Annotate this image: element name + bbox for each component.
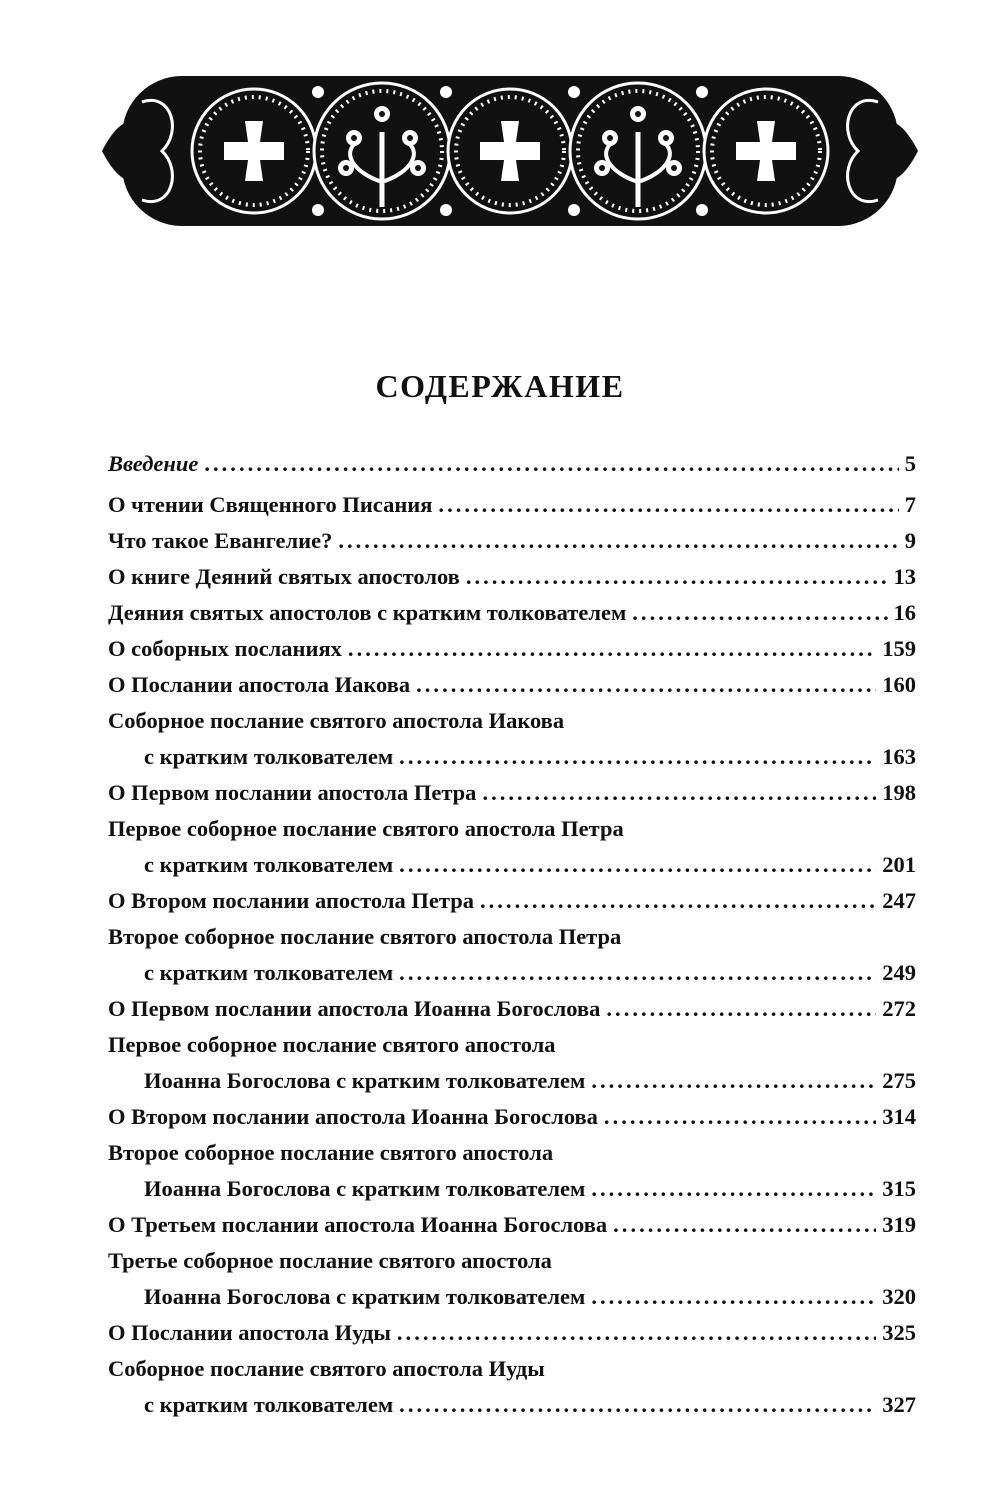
toc-entry-title: с кратким толкователем (144, 852, 394, 877)
toc-entry (108, 631, 916, 667)
toc-entry (108, 1027, 916, 1099)
toc-entry (108, 1135, 916, 1207)
toc-entry-title: О Втором послании апостола Иоанна Богослова (108, 1104, 598, 1129)
dot-leader (591, 1063, 876, 1099)
toc-entry (108, 487, 916, 523)
ornament-border-icon (102, 72, 918, 230)
toc-page-number: 9 (904, 528, 916, 553)
toc-entry-title-line: Третье соборное послание святого апостола (108, 1248, 552, 1273)
toc-page-number: 272 (882, 996, 916, 1021)
toc-entry (108, 595, 916, 631)
toc-entry-title: Что такое Евангелие? (108, 528, 333, 553)
toc-entry-title: с кратким толкователем (144, 1392, 394, 1417)
toc-page-number: 16 (893, 600, 916, 625)
toc-entry-title: О Третьем послании апостола Иоанна Богослова (108, 1212, 608, 1237)
toc-entry (108, 559, 916, 595)
toc-page-number: 160 (882, 672, 916, 697)
toc-page-number: 249 (882, 960, 916, 985)
toc-page-number: 201 (882, 852, 916, 877)
dot-leader (438, 487, 898, 523)
toc-entry-title: с кратким толкователем (144, 960, 394, 985)
toc-page-number: 319 (882, 1212, 916, 1237)
toc-entry (108, 523, 916, 559)
toc-entry-title-line: Второе соборное послание святого апостола Петра (108, 924, 622, 949)
dot-leader (591, 1171, 876, 1207)
toc-page-number: 247 (882, 888, 916, 913)
toc-entry-title: с кратким толкователем (144, 744, 394, 769)
toc-entry-title: Введение (108, 451, 199, 476)
toc-entry-title: О Послании апостола Иакова (108, 672, 411, 697)
toc-entry-title: Иоанна Богослова с кратким толкователем (144, 1176, 586, 1201)
toc-entry (108, 703, 916, 775)
table-of-contents (108, 446, 916, 1423)
toc-entry-title: Иоанна Богослова с кратким толкователем (144, 1284, 586, 1309)
toc-entry-title-line: Первое соборное послание святого апостола Петра (108, 816, 624, 841)
dot-leader (397, 1315, 876, 1351)
toc-entry-title-line: Второе соборное послание святого апостола (108, 1140, 554, 1165)
dot-leader (399, 1387, 876, 1423)
dot-leader (348, 631, 876, 667)
toc-page-number: 325 (882, 1320, 916, 1345)
dot-leader (466, 559, 888, 595)
dot-leader (591, 1279, 876, 1315)
toc-page-number: 13 (893, 564, 916, 589)
toc-entry (108, 1243, 916, 1315)
toc-page-number: 159 (882, 636, 916, 661)
toc-entry (108, 1207, 916, 1243)
dot-leader (482, 775, 876, 811)
toc-page-number: 7 (904, 492, 916, 517)
toc-entry (108, 919, 916, 991)
toc-entry-title: О Первом послании апостола Иоанна Богослова (108, 996, 601, 1021)
page-title: СОДЕРЖАНИЕ (375, 368, 625, 404)
toc-entry (108, 1099, 916, 1135)
dot-leader (632, 595, 887, 631)
toc-entry (108, 1315, 916, 1351)
toc-entry-title: О чтении Священного Писания (108, 492, 433, 517)
toc-page-number: 314 (882, 1104, 916, 1129)
dot-leader (399, 955, 876, 991)
dot-leader (416, 667, 876, 703)
dot-leader (204, 446, 898, 482)
dot-leader (480, 883, 876, 919)
toc-entry (108, 883, 916, 919)
toc-entry-title-line: Соборное послание святого апостола Иакова (108, 708, 565, 733)
toc-page-number: 275 (882, 1068, 916, 1093)
toc-entry-title: Деяния святых апостолов с кратким толкователем (108, 600, 627, 625)
toc-entry (108, 775, 916, 811)
toc-entry (108, 1351, 916, 1423)
toc-page-number: 315 (882, 1176, 916, 1201)
dot-leader (338, 523, 898, 559)
toc-entry (108, 446, 916, 482)
toc-entry (108, 991, 916, 1027)
toc-entry-title: О соборных посланиях (108, 636, 342, 661)
dot-leader (606, 991, 876, 1027)
toc-entry (108, 667, 916, 703)
toc-entry-title: О книге Деяний святых апостолов (108, 564, 460, 589)
dot-leader (399, 847, 876, 883)
toc-entry-title: О Первом послании апостола Петра (108, 780, 477, 805)
toc-page-number: 5 (904, 451, 916, 476)
toc-entry-title-line: Соборное послание святого апостола Иуды (108, 1356, 545, 1381)
toc-entry (108, 811, 916, 883)
toc-entry-title-line: Первое соборное послание святого апостола (108, 1032, 556, 1057)
toc-page-number: 320 (882, 1284, 916, 1309)
toc-entry-title: О Послании апостола Иуды (108, 1320, 391, 1345)
dot-leader (604, 1099, 876, 1135)
toc-entry-title: О Втором послании апостола Петра (108, 888, 474, 913)
toc-page-number: 198 (882, 780, 916, 805)
dot-leader (613, 1207, 876, 1243)
toc-page-number: 327 (882, 1392, 916, 1417)
dot-leader (399, 739, 876, 775)
toc-page-number: 163 (882, 744, 916, 769)
toc-entry-title: Иоанна Богослова с кратким толкователем (144, 1068, 586, 1093)
